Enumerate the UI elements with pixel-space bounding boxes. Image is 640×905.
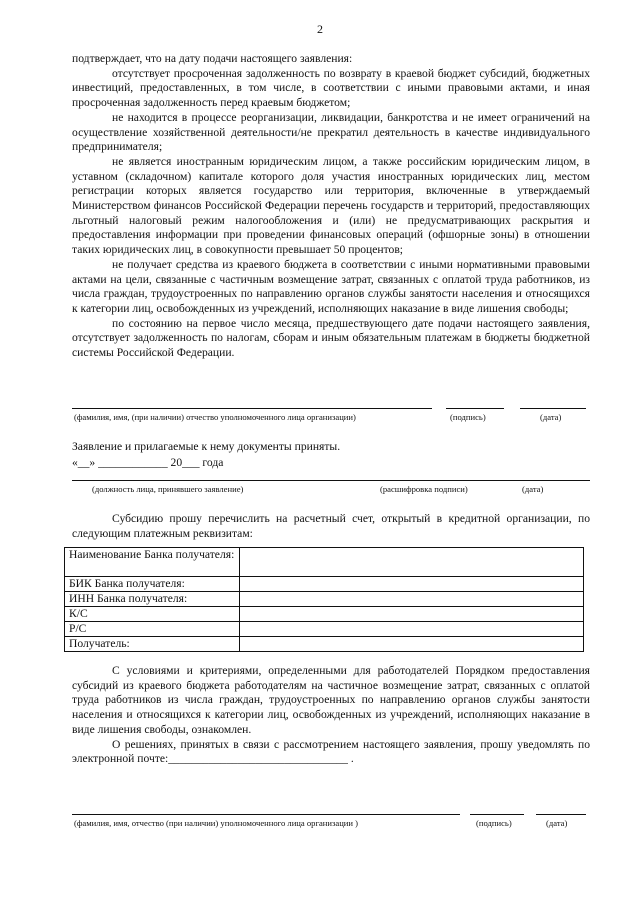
signature-line[interactable]	[446, 408, 504, 409]
bank-name-field[interactable]	[240, 548, 584, 577]
paragraph-no-debt-subsidies: отсутствует просроченная задолженность по возврату в краевой бюджет субсидий, бюджетных инвестиций, предоставленных, в том числе, в соответствии с иными правовыми актами, и иная просроченная задолженность перед краевым бюджетом;	[72, 66, 590, 110]
position-caption: (должность лица, принявшего заявление)	[92, 484, 244, 494]
rs-label: Р/С	[65, 622, 240, 637]
date-line-2[interactable]	[536, 814, 586, 815]
bik-label: БИК Банка получателя:	[65, 577, 240, 592]
date-caption: (дата)	[540, 412, 562, 422]
table-row	[65, 622, 584, 637]
acceptance-date-line[interactable]: «__» ____________ 20___ года	[72, 456, 224, 469]
decode-caption: (расшифровка подписи)	[380, 484, 468, 494]
confirmation-section	[72, 52, 590, 361]
page-number: 2	[317, 22, 323, 36]
signature-caption: (подпись)	[450, 412, 486, 422]
name-caption: (фамилия, имя, (при наличии) отчество уполномоченного лица организации)	[74, 412, 356, 422]
rs-field[interactable]	[240, 622, 584, 637]
paragraph-not-foreign: не является иностранным юридическим лицом, а также российским юридическим лицом, в уставном (складочном) капитале которого доля участия иностранных юридических лиц, местом регистрации которых является государство или территория, включенные в утверждаемый Министерством финансов Российской Федерации перечень государств и территорий, предоставляющих льготный налоговый режим налогообложения и (или) не предусматривающих раскрытия и предоставления информации при проведении финансовых операций (офшорные зоны) в отношении таких юридических лиц, в совокупности превышает 50 процентов;	[72, 154, 590, 257]
recipient-field[interactable]	[240, 637, 584, 652]
inn-field[interactable]	[240, 592, 584, 607]
acceptance-text: Заявление и прилагаемые к нему документы приняты.	[72, 440, 341, 453]
table-row	[65, 577, 584, 592]
bik-field[interactable]	[240, 577, 584, 592]
name-caption-2: (фамилия, имя, отчество (при наличии) уполномоченного лица организации )	[74, 818, 359, 828]
date-caption-2: (дата)	[546, 818, 568, 828]
table-row	[65, 607, 584, 622]
ks-label: К/С	[65, 607, 240, 622]
paragraph-not-reorganizing: не находится в процессе реорганизации, ликвидации, банкротства и не имеет ограничений на осуществление хозяйственной деятельности/не прекратил деятельность в качестве индивидуального предпринимателя;	[72, 110, 590, 154]
name-line-2[interactable]	[72, 814, 460, 815]
signature-caption-2: (подпись)	[476, 818, 512, 828]
familiarization-section	[72, 664, 590, 767]
email-request-paragraph[interactable]: О решениях, принятых в связи с рассмотрением настоящего заявления, прошу уведомлять по электронной почте:_______________________________ .	[72, 737, 590, 766]
signature-line-2[interactable]	[470, 814, 524, 815]
acceptance-line[interactable]	[72, 480, 590, 481]
bank-name-label: Наименование Банка получателя:	[65, 548, 240, 577]
familiarized-paragraph: С условиями и критериями, определенными для работодателей Порядком предоставления субсидий из краевого бюджета работодателям на частичное возмещение затрат, связанных с оплатой труда работников из числа граждан, трудоустроенных по направлению органов службы занятости населения и относящихся к категории лиц, освобожденных из учреждений, исполняющих наказание в виде лишения свободы, ознакомлен.	[72, 664, 590, 736]
recipient-label: Получатель:	[65, 637, 240, 652]
table-row	[65, 637, 584, 652]
date-line[interactable]	[520, 408, 586, 409]
paragraph-no-tax-debt: по состоянию на первое число месяца, предшествующего дате подачи настоящего заявления, отсутствует задолженность по налогам, сборам и иным обязательным платежам в бюджеты бюджетной системы Российской Федерации.	[72, 316, 590, 360]
subsidy-request: Субсидию прошу перечислить на расчетный счет, открытый в кредитной организации, по следующим платежным реквизитам:	[72, 512, 590, 540]
table-row	[65, 592, 584, 607]
name-line[interactable]	[72, 408, 432, 409]
table-row	[65, 548, 584, 577]
paragraph-no-other-funds: не получает средства из краевого бюджета в соответствии с иными нормативными правовыми актами на цели, связанные с частичным возмещение затрат, связанных с оплатой труда работников, из числа граждан, трудоустроенных по направлению органов службы занятости населения и относящихся к категории лиц, освобожденных из учреждений, исполняющих наказание в виде лишения свободы;	[72, 257, 590, 315]
acceptance-date-caption: (дата)	[522, 484, 544, 494]
ks-field[interactable]	[240, 607, 584, 622]
paragraph-intro: подтверждает, что на дату подачи настоящего заявления:	[72, 52, 353, 65]
inn-label: ИНН Банка получателя:	[65, 592, 240, 607]
requisites-table	[64, 547, 584, 652]
